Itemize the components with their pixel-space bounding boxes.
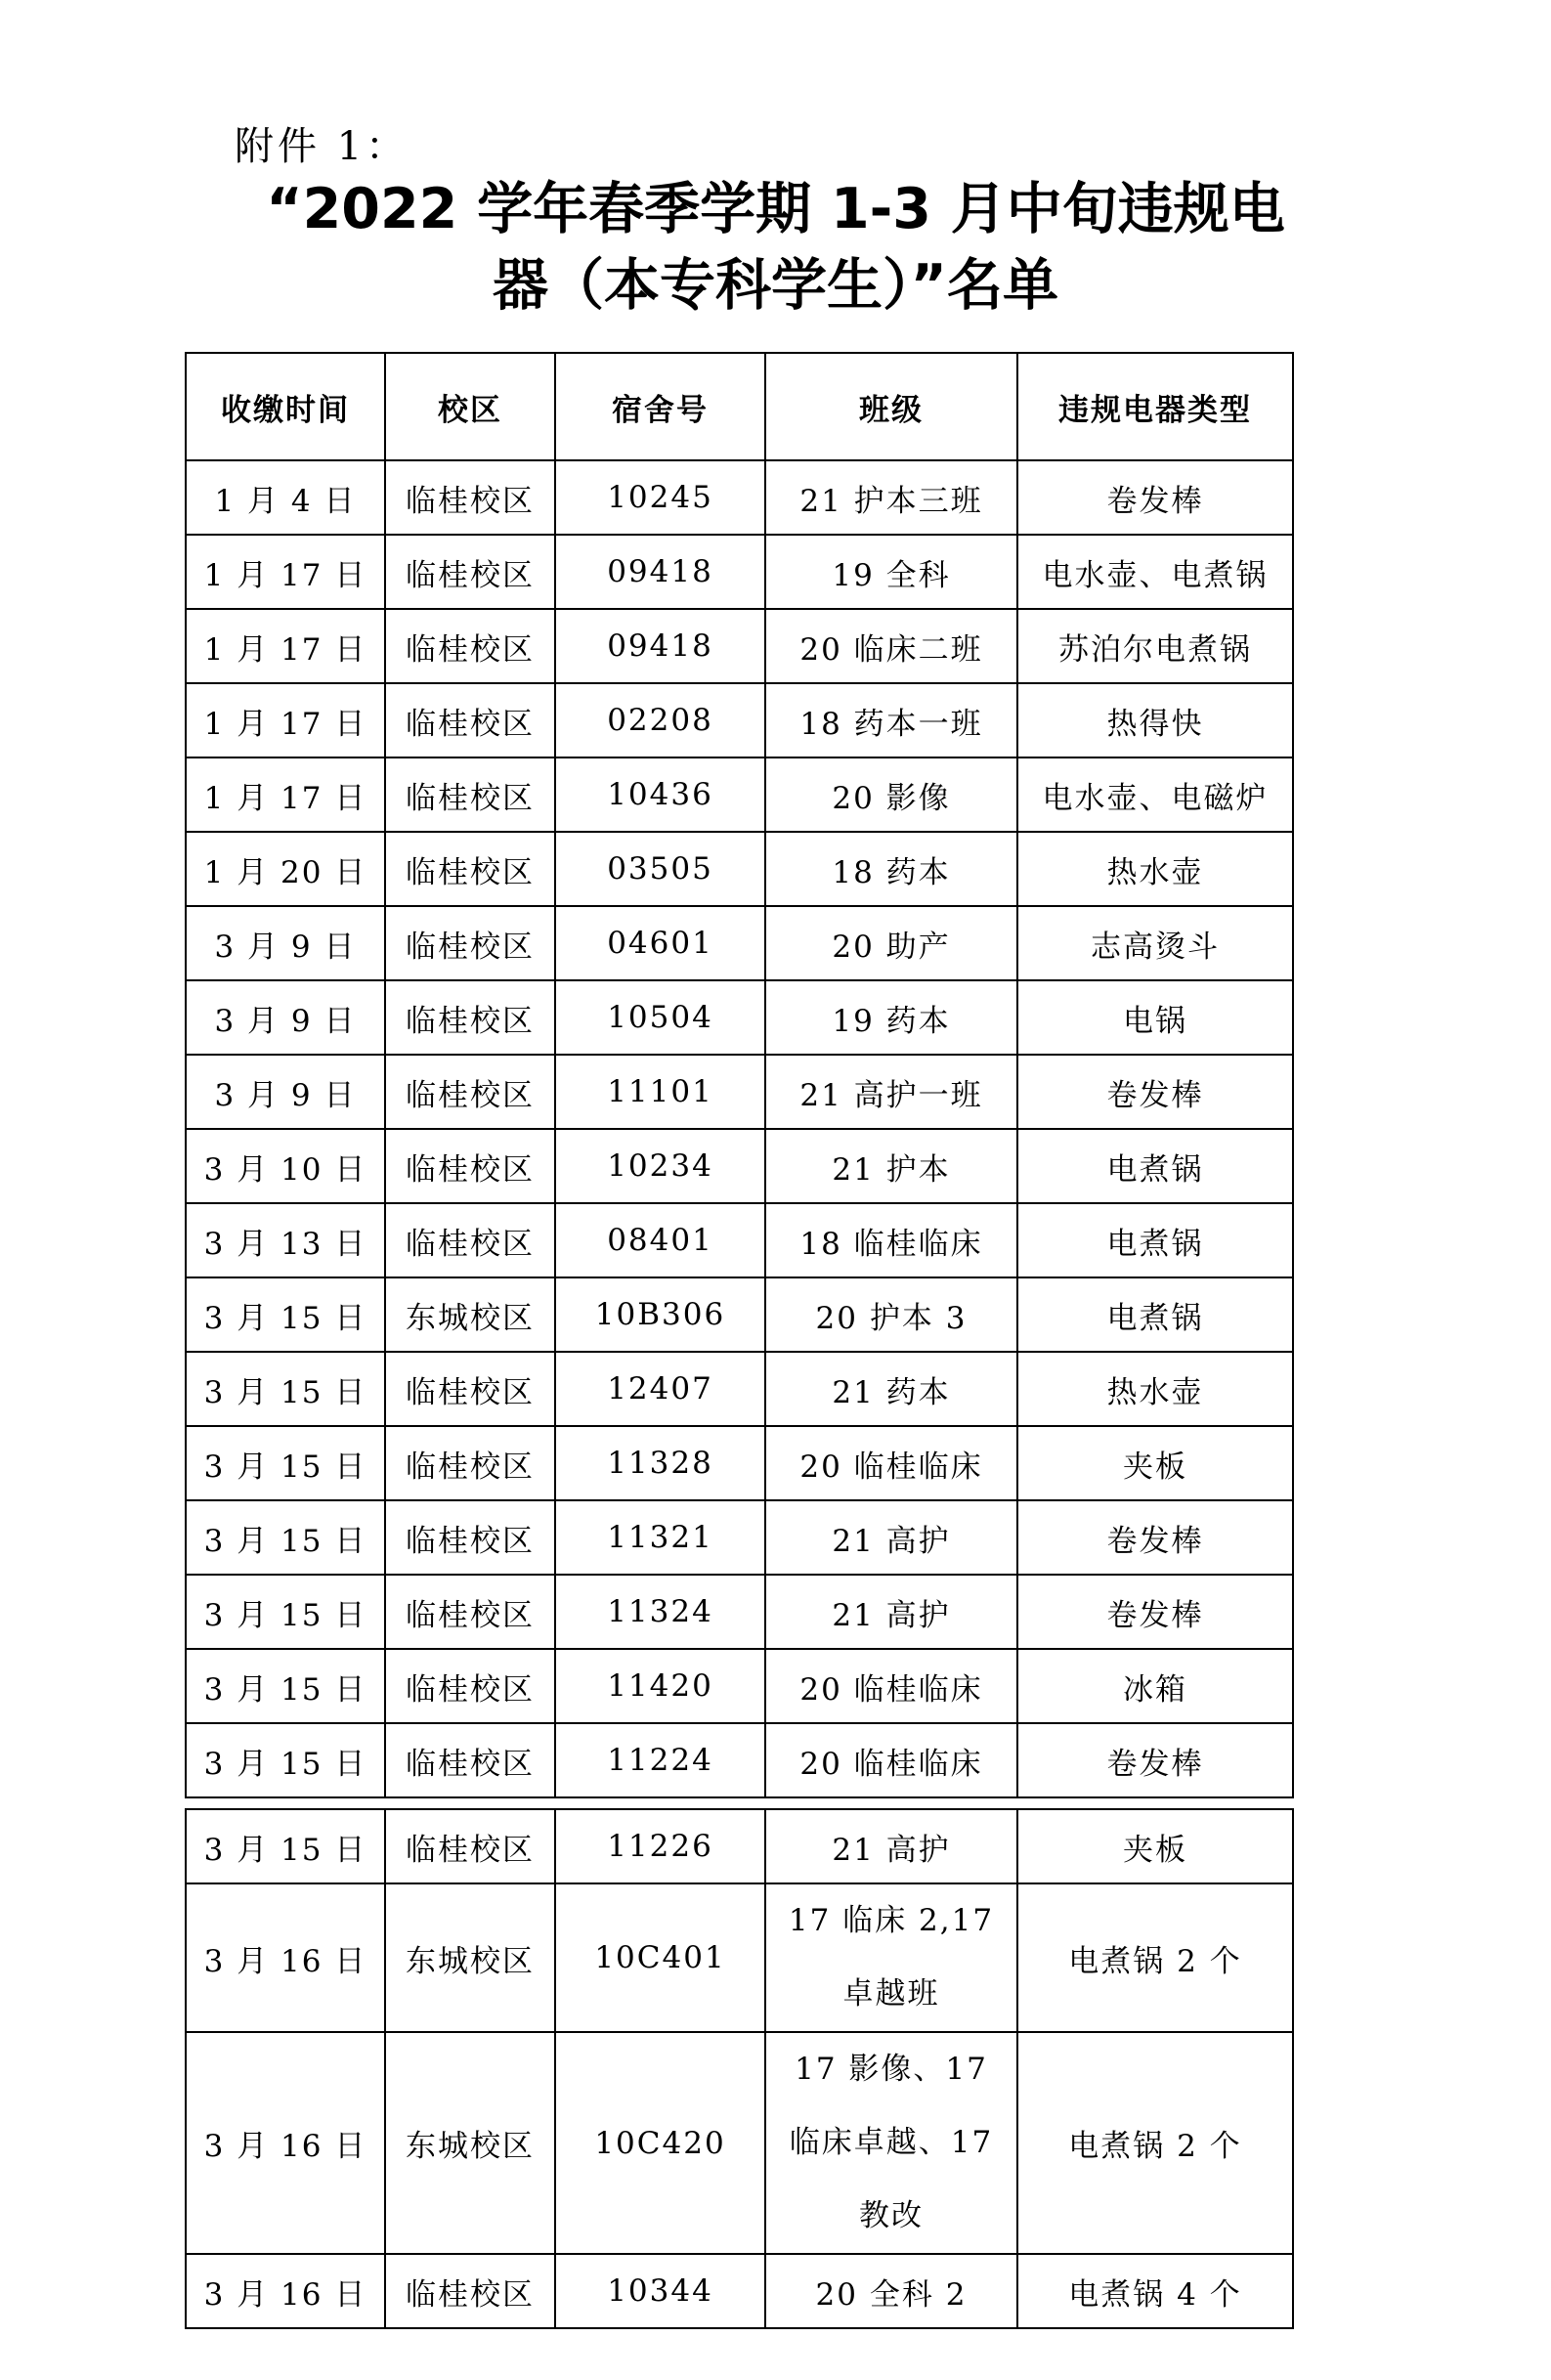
cell-dorm: 09418 xyxy=(555,535,765,609)
cell-campus: 临桂校区 xyxy=(385,1055,555,1129)
cell-dorm: 10504 xyxy=(555,980,765,1055)
table-row xyxy=(186,980,1293,1055)
cell-dorm: 08401 xyxy=(555,1203,765,1277)
cell-appliance: 电煮锅 2 个 xyxy=(1017,1883,1293,2032)
document-title-line-2: 器（本专科学生）”名单 xyxy=(493,253,1058,318)
cell-dorm: 10C401 xyxy=(555,1883,765,2032)
table-row xyxy=(186,1575,1293,1649)
cell-campus: 临桂校区 xyxy=(385,906,555,980)
cell-dorm: 11328 xyxy=(555,1426,765,1500)
header-collection-date: 收缴时间 xyxy=(186,353,385,460)
cell-class: 18 药本一班 xyxy=(765,683,1017,757)
cell-date: 3 月 9 日 xyxy=(186,1055,385,1129)
cell-appliance: 电煮锅 xyxy=(1017,1129,1293,1203)
cell-campus: 临桂校区 xyxy=(385,2254,555,2328)
cell-appliance: 志高烫斗 xyxy=(1017,906,1293,980)
cell-campus: 临桂校区 xyxy=(385,1575,555,1649)
cell-class: 18 临桂临床 xyxy=(765,1203,1017,1277)
cell-class: 21 药本 xyxy=(765,1352,1017,1426)
cell-campus: 临桂校区 xyxy=(385,1809,555,1883)
table-header-row xyxy=(186,353,1293,460)
cell-dorm: 11324 xyxy=(555,1575,765,1649)
cell-appliance: 卷发棒 xyxy=(1017,1055,1293,1129)
table-row xyxy=(186,1203,1293,1277)
cell-appliance: 卷发棒 xyxy=(1017,1723,1293,1797)
cell-dorm: 11226 xyxy=(555,1809,765,1883)
cell-campus: 临桂校区 xyxy=(385,980,555,1055)
cell-appliance: 电煮锅 xyxy=(1017,1203,1293,1277)
cell-date: 3 月 15 日 xyxy=(186,1426,385,1500)
table-row xyxy=(186,535,1293,609)
header-class: 班级 xyxy=(765,353,1017,460)
cell-appliance: 电煮锅 4 个 xyxy=(1017,2254,1293,2328)
cell-date: 3 月 15 日 xyxy=(186,1500,385,1575)
cell-class: 20 影像 xyxy=(765,757,1017,832)
cell-dorm: 12407 xyxy=(555,1352,765,1426)
cell-campus: 东城校区 xyxy=(385,2032,555,2254)
table-row xyxy=(186,757,1293,832)
cell-appliance: 热得快 xyxy=(1017,683,1293,757)
cell-appliance: 夹板 xyxy=(1017,1426,1293,1500)
cell-class: 20 临桂临床 xyxy=(765,1649,1017,1723)
cell-dorm: 04601 xyxy=(555,906,765,980)
table-row xyxy=(186,609,1293,683)
cell-dorm: 02208 xyxy=(555,683,765,757)
cell-class: 20 临桂临床 xyxy=(765,1723,1017,1797)
table-row xyxy=(186,1809,1293,1883)
cell-date: 3 月 9 日 xyxy=(186,906,385,980)
cell-class: 20 临桂临床 xyxy=(765,1426,1017,1500)
table-row xyxy=(186,2032,1293,2254)
header-dorm-number: 宿舍号 xyxy=(555,353,765,460)
cell-dorm: 10C420 xyxy=(555,2032,765,2254)
cell-date: 3 月 16 日 xyxy=(186,2254,385,2328)
cell-appliance: 苏泊尔电煮锅 xyxy=(1017,609,1293,683)
cell-dorm: 11321 xyxy=(555,1500,765,1575)
cell-date: 1 月 20 日 xyxy=(186,832,385,906)
document-title-line-1: “2022 学年春季学期 1-3 月中旬违规电 xyxy=(266,177,1285,241)
cell-class: 17 临床 2,17 卓越班 xyxy=(765,1883,1017,2032)
cell-date: 3 月 16 日 xyxy=(186,1883,385,2032)
cell-date: 3 月 10 日 xyxy=(186,1129,385,1203)
cell-class: 21 高护 xyxy=(765,1809,1017,1883)
cell-class: 19 药本 xyxy=(765,980,1017,1055)
cell-appliance: 卷发棒 xyxy=(1017,1500,1293,1575)
table-row xyxy=(186,1723,1293,1797)
cell-date: 1 月 17 日 xyxy=(186,757,385,832)
header-campus: 校区 xyxy=(385,353,555,460)
cell-campus: 临桂校区 xyxy=(385,1500,555,1575)
cell-class: 20 全科 2 xyxy=(765,2254,1017,2328)
cell-date: 1 月 4 日 xyxy=(186,460,385,535)
table-row xyxy=(186,906,1293,980)
cell-dorm: 11101 xyxy=(555,1055,765,1129)
cell-class: 20 护本 3 xyxy=(765,1277,1017,1352)
cell-date: 3 月 15 日 xyxy=(186,1352,385,1426)
cell-date: 3 月 16 日 xyxy=(186,2032,385,2254)
table-row xyxy=(186,1649,1293,1723)
cell-dorm: 10245 xyxy=(555,460,765,535)
cell-appliance: 热水壶 xyxy=(1017,832,1293,906)
cell-dorm: 11420 xyxy=(555,1649,765,1723)
cell-campus: 临桂校区 xyxy=(385,757,555,832)
cell-appliance: 夹板 xyxy=(1017,1809,1293,1883)
cell-campus: 东城校区 xyxy=(385,1883,555,2032)
cell-class: 17 影像、17 临床卓越、17 教改 xyxy=(765,2032,1017,2254)
cell-class: 18 药本 xyxy=(765,832,1017,906)
cell-date: 3 月 15 日 xyxy=(186,1809,385,1883)
violation-table xyxy=(185,352,1294,1798)
cell-campus: 东城校区 xyxy=(385,1277,555,1352)
cell-appliance: 电锅 xyxy=(1017,980,1293,1055)
cell-campus: 临桂校区 xyxy=(385,832,555,906)
cell-class: 21 护本三班 xyxy=(765,460,1017,535)
cell-date: 3 月 15 日 xyxy=(186,1277,385,1352)
cell-dorm: 11224 xyxy=(555,1723,765,1797)
cell-appliance: 电水壶、电磁炉 xyxy=(1017,757,1293,832)
table-row xyxy=(186,460,1293,535)
cell-appliance: 电水壶、电煮锅 xyxy=(1017,535,1293,609)
cell-campus: 临桂校区 xyxy=(385,535,555,609)
cell-campus: 临桂校区 xyxy=(385,1426,555,1500)
violation-table-continued xyxy=(185,1808,1294,2329)
cell-campus: 临桂校区 xyxy=(385,1203,555,1277)
cell-dorm: 10344 xyxy=(555,2254,765,2328)
table-row xyxy=(186,683,1293,757)
cell-dorm: 09418 xyxy=(555,609,765,683)
table-row xyxy=(186,832,1293,906)
table-row xyxy=(186,1352,1293,1426)
cell-dorm: 10234 xyxy=(555,1129,765,1203)
cell-dorm: 10B306 xyxy=(555,1277,765,1352)
cell-class: 21 高护 xyxy=(765,1575,1017,1649)
cell-date: 1 月 17 日 xyxy=(186,535,385,609)
cell-campus: 临桂校区 xyxy=(385,683,555,757)
cell-date: 3 月 9 日 xyxy=(186,980,385,1055)
cell-dorm: 10436 xyxy=(555,757,765,832)
cell-class: 20 临床二班 xyxy=(765,609,1017,683)
cell-class: 20 助产 xyxy=(765,906,1017,980)
cell-appliance: 电煮锅 xyxy=(1017,1277,1293,1352)
table-row xyxy=(186,1426,1293,1500)
cell-campus: 临桂校区 xyxy=(385,1649,555,1723)
cell-appliance: 冰箱 xyxy=(1017,1649,1293,1723)
cell-date: 1 月 17 日 xyxy=(186,683,385,757)
table-row xyxy=(186,1277,1293,1352)
cell-appliance: 电煮锅 2 个 xyxy=(1017,2032,1293,2254)
cell-campus: 临桂校区 xyxy=(385,609,555,683)
attachment-label: 附件 1： xyxy=(235,124,409,169)
cell-appliance: 卷发棒 xyxy=(1017,1575,1293,1649)
cell-class: 21 高护一班 xyxy=(765,1055,1017,1129)
header-appliance-type: 违规电器类型 xyxy=(1017,353,1293,460)
cell-class: 21 高护 xyxy=(765,1500,1017,1575)
cell-date: 3 月 15 日 xyxy=(186,1723,385,1797)
cell-campus: 临桂校区 xyxy=(385,1129,555,1203)
table-row xyxy=(186,1129,1293,1203)
cell-date: 3 月 15 日 xyxy=(186,1649,385,1723)
cell-appliance: 卷发棒 xyxy=(1017,460,1293,535)
cell-date: 1 月 17 日 xyxy=(186,609,385,683)
table-row xyxy=(186,1055,1293,1129)
cell-date: 3 月 13 日 xyxy=(186,1203,385,1277)
table-row xyxy=(186,1883,1293,2032)
cell-campus: 临桂校区 xyxy=(385,1352,555,1426)
cell-class: 21 护本 xyxy=(765,1129,1017,1203)
table-row xyxy=(186,2254,1293,2328)
cell-campus: 临桂校区 xyxy=(385,460,555,535)
cell-campus: 临桂校区 xyxy=(385,1723,555,1797)
cell-date: 3 月 15 日 xyxy=(186,1575,385,1649)
table-row xyxy=(186,1500,1293,1575)
cell-class: 19 全科 xyxy=(765,535,1017,609)
cell-dorm: 03505 xyxy=(555,832,765,906)
cell-appliance: 热水壶 xyxy=(1017,1352,1293,1426)
